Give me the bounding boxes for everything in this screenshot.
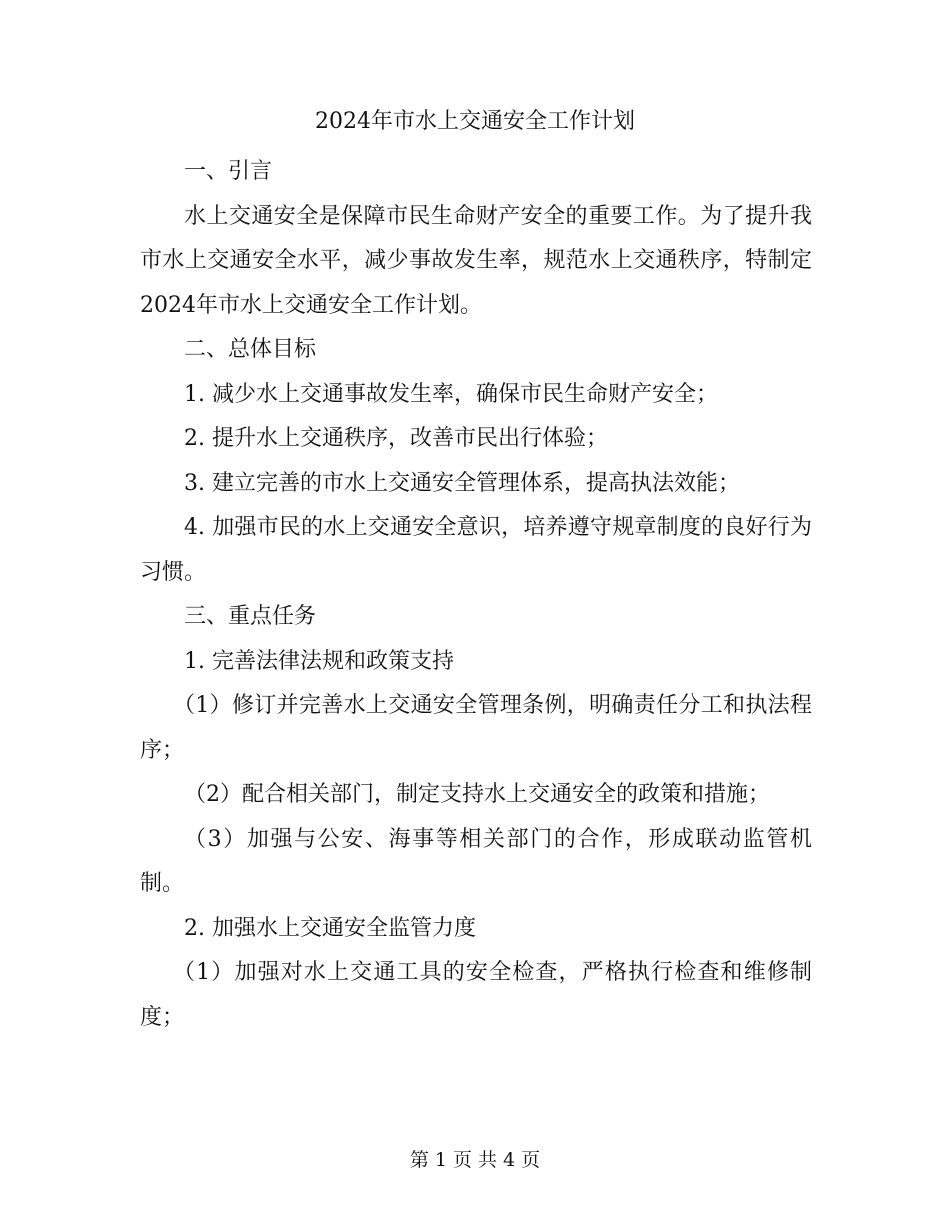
- task-subitem: （3）加强与公安、海事等相关部门的合作，形成联动监管机制。: [140, 826, 812, 896]
- goal-item: 2. 提升水上交通秩序，改善市民出行体验；: [184, 426, 608, 451]
- intro-paragraph: 水上交通安全是保障市民生命财产安全的重要工作。为了提升我市水上交通安全水平，减少事故发生率，规范水上交通秩序，特制定2024年市水上交通安全工作计划。: [140, 203, 812, 318]
- document-title: 2024年市水上交通安全工作计划: [315, 109, 635, 134]
- task-subitem: （1）加强对水上交通工具的安全检查，严格执行检查和维修制度；: [140, 960, 812, 1030]
- section-heading-tasks: 三、重点任务: [184, 604, 317, 629]
- section-heading-goals: 二、总体目标: [184, 337, 317, 362]
- task-heading: 2. 加强水上交通安全监管力度: [184, 915, 476, 941]
- goal-item: 3. 建立完善的市水上交通安全管理体系，提高执法效能；: [184, 470, 740, 496]
- document-body: [140, 150, 812, 1040]
- task-subitem: （2）配合相关部门，制定支持水上交通安全的政策和措施；: [184, 782, 770, 807]
- goal-item: 4. 加强市民的水上交通安全意识，培养遵守规章制度的良好行为习惯。: [140, 515, 812, 585]
- task-subitem: （1）修订并完善水上交通安全管理条例，明确责任分工和执法程序；: [140, 693, 812, 763]
- goal-item: 1. 减少水上交通事故发生率，确保市民生命财产安全；: [184, 381, 718, 407]
- section-heading-intro: 一、引言: [184, 159, 273, 184]
- page-number: 第 1 页 共 4 页: [409, 1149, 541, 1171]
- task-heading: 1. 完善法律法规和政策支持: [184, 648, 454, 674]
